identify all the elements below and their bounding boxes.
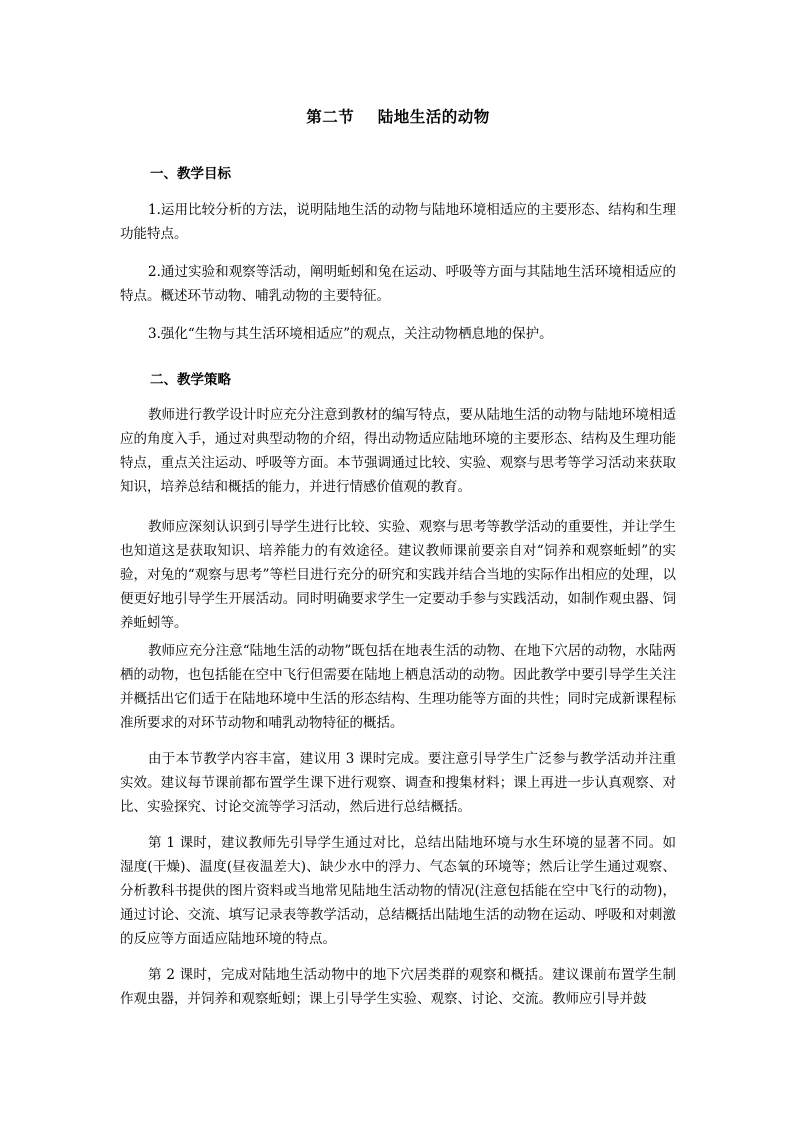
objective-paragraph-1: 1.运用比较分析的方法，说明陆地生活的动物与陆地环境相适应的主要形态、结构和生理功能特点。: [120, 202, 676, 242]
objective-paragraph-3: 3.强化“生物与其生活环境相适应”的观点，关注动物栖息地的保护。: [148, 326, 553, 342]
strategy-paragraph-6: 第 2 课时，完成对陆地生活动物中的地下穴居类群的观察和概括。建议课前布置学生制作观虫器，并饲养和观察蚯蚓；课上引导学生实验、观察、讨论、交流。教师应引导并鼓: [120, 967, 676, 1007]
strategy-paragraph-3: 教师应充分注意“陆地生活的动物”既包括在地表生活的动物、在地下穴居的动物，水陆两栖的动物，也包括能在空中飞行但需要在陆地上栖息活动的动物。因此教学中要引导学生关注并概括出它们适于在陆地环境中生活的形态结构、生理功能等方面的共性；同时完成新课程标准所要求的对环节动物和哺乳动物特征的概括。: [120, 643, 676, 731]
section-heading-objectives: 一、教学目标: [150, 166, 231, 182]
strategy-paragraph-5: 第 1 课时，建议教师先引导学生通过对比，总结出陆地环境与水生环境的显著不同。如湿度(干燥)、温度(昼夜温差大)、缺少水中的浮力、气态氧的环境等；然后让学生通过观察、分析教科书提供的图片资料或当地常见陆地生活动物的情况(注意包括能在空中飞行的动物)，通过讨论、交流、填写记录表等教学活动，总结概括出陆地生活的动物在运动、呼吸和对刺激的反应等方面适应陆地环境的特点。: [120, 835, 676, 947]
strategy-paragraph-1: 教师进行教学设计时应充分注意到教材的编写特点，要从陆地生活的动物与陆地环境相适应的角度入手，通过对典型动物的介绍，得出动物适应陆地环境的主要形态、结构及生理功能特点，重点关注运动、呼吸等方面。本节强调通过比较、实验、观察与思考等学习活动来获取知识，培养总结和概括的能力，并进行情感价值观的教育。: [120, 407, 676, 495]
strategy-paragraph-4: 由于本节教学内容丰富，建议用 3 课时完成。要注意引导学生广泛参与教学活动并注重实效。建议每节课前都布置学生课下进行观察、调查和搜集材料；课上再进一步认真观察、对比、实验探究、讨论交流等学习活动，然后进行总结概括。: [120, 751, 676, 815]
page-title: 第二节 陆地生活的动物: [306, 108, 490, 126]
strategy-paragraph-2: 教师应深刻认识到引导学生进行比较、实验、观察与思考等教学活动的重要性，并让学生也知道这是获取知识、培养能力的有效途径。建议教师课前要亲自对“饲养和观察蚯蚓”的实验，对兔的“观察与思考”等栏目进行充分的研究和实践并结合当地的实际作出相应的处理，以便更好地引导学生开展活动。同时明确要求学生一定要动手参与实践活动，如制作观虫器、饲养蚯蚓等。: [120, 519, 676, 631]
objective-paragraph-2: 2.通过实验和观察等活动，阐明蚯蚓和兔在运动、呼吸等方面与其陆地生活环境相适应的特点。概述环节动物、哺乳动物的主要特征。: [120, 264, 676, 304]
section-heading-strategies: 二、教学策略: [150, 372, 231, 388]
